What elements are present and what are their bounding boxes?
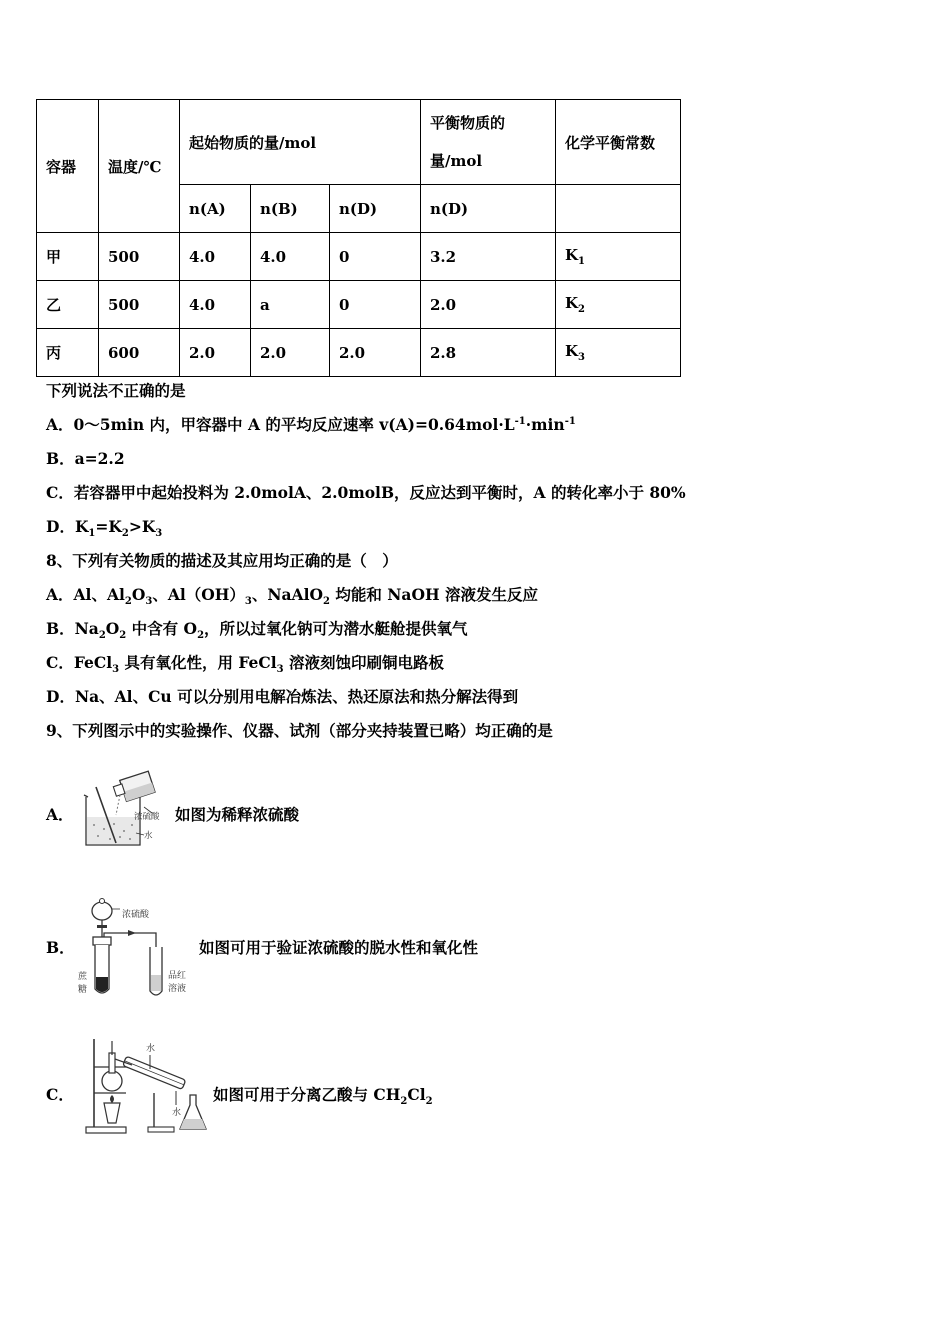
table-row: 乙 500 4.0 a 0 2.0 $K_2$ bbox=[37, 281, 681, 329]
q7-option-c: C．若容器甲中起始投料为 2.0molA、2.0molB，反应达到平衡时，A 的转化率小于 80% bbox=[46, 483, 686, 502]
q9-option-c-text: 如图可用于分离乙酸与 $CH_2Cl_2$ bbox=[213, 1085, 433, 1108]
q9-stem: 9、下列图示中的实验操作、仪器、试剂（部分夹持装置已略）均正确的是 bbox=[46, 721, 553, 740]
svg-text:水: 水 bbox=[144, 831, 153, 841]
equilibrium-table bbox=[36, 99, 681, 377]
distillation-figure bbox=[82, 1033, 212, 1137]
subheader-nA: n(A) bbox=[180, 185, 251, 233]
svg-text:品红: 品红 bbox=[168, 971, 187, 981]
q8-option-a: A．Al、$Al_2O_3$、$Al(OH)_3$、NaAlO$_2$ 均能和 NaOH 溶液发生反应 bbox=[46, 585, 539, 608]
q7-option-d: D．$K_1=K_2>K_3$ bbox=[46, 517, 163, 540]
q7-option-b: B．a=2.2 bbox=[46, 449, 125, 468]
header-equilibrium-constant: 化学平衡常数 bbox=[556, 100, 681, 185]
q7-option-a: A．0～5min 内，甲容器中 A 的平均反应速率 $v(A)=0.64mol\cdot L^{-1}\cdot\min^{-1}$ bbox=[46, 415, 576, 434]
table-row: 丙 600 2.0 2.0 2.0 2.8 $K_3$ bbox=[37, 329, 681, 377]
dilute-acid-figure bbox=[78, 765, 170, 849]
svg-text:糖: 糖 bbox=[78, 985, 88, 995]
svg-text:蔗: 蔗 bbox=[78, 972, 88, 982]
q7-stem: 下列说法不正确的是 bbox=[46, 381, 186, 400]
q9-option-b-text: 如图可用于验证浓硫酸的脱水性和氧化性 bbox=[199, 938, 479, 957]
subheader-nB: n(B) bbox=[251, 185, 330, 233]
svg-text:浓硫酸: 浓硫酸 bbox=[122, 910, 150, 920]
q9-option-b-label: B． bbox=[46, 938, 75, 957]
svg-text:浓硫酸: 浓硫酸 bbox=[134, 812, 160, 822]
subheader-empty bbox=[556, 185, 681, 233]
q8-option-b: B．$Na_2O_2$ 中含有 $O_2$，所以过氧化钠可为潜水艇舱提供氧气 bbox=[46, 619, 468, 642]
header-temperature: 温度/℃ bbox=[99, 100, 180, 233]
q8-option-c: C．FeCl$_3$ 具有氧化性，用 FeCl$_3$ 溶液刻蚀印刷铜电路板 bbox=[46, 653, 444, 676]
q9-option-a-text: 如图为稀释浓硫酸 bbox=[175, 805, 300, 824]
header-start-amount: 起始物质的量/mol bbox=[180, 100, 421, 185]
table-row: 甲 500 4.0 4.0 0 3.2 $K_1$ bbox=[37, 233, 681, 281]
q9-option-a-label: A． bbox=[46, 805, 74, 824]
q8-option-d: D．Na、Al、Cu 可以分别用电解冶炼法、热还原法和热分解法得到 bbox=[46, 687, 519, 706]
svg-text:水: 水 bbox=[172, 1108, 182, 1118]
subheader-nD-eq: n(D) bbox=[421, 185, 556, 233]
svg-text:溶液: 溶液 bbox=[168, 984, 187, 994]
header-equilibrium-amount: 平衡物质的 量/mol bbox=[421, 100, 556, 185]
q8-stem: 8、下列有关物质的描述及其应用均正确的是（ ） bbox=[46, 551, 398, 570]
q9-option-c-label: C． bbox=[46, 1085, 74, 1104]
svg-text:水: 水 bbox=[146, 1044, 156, 1054]
header-container: 容器 bbox=[37, 100, 99, 233]
subheader-nD: n(D) bbox=[330, 185, 421, 233]
dehydration-figure bbox=[74, 895, 198, 1003]
